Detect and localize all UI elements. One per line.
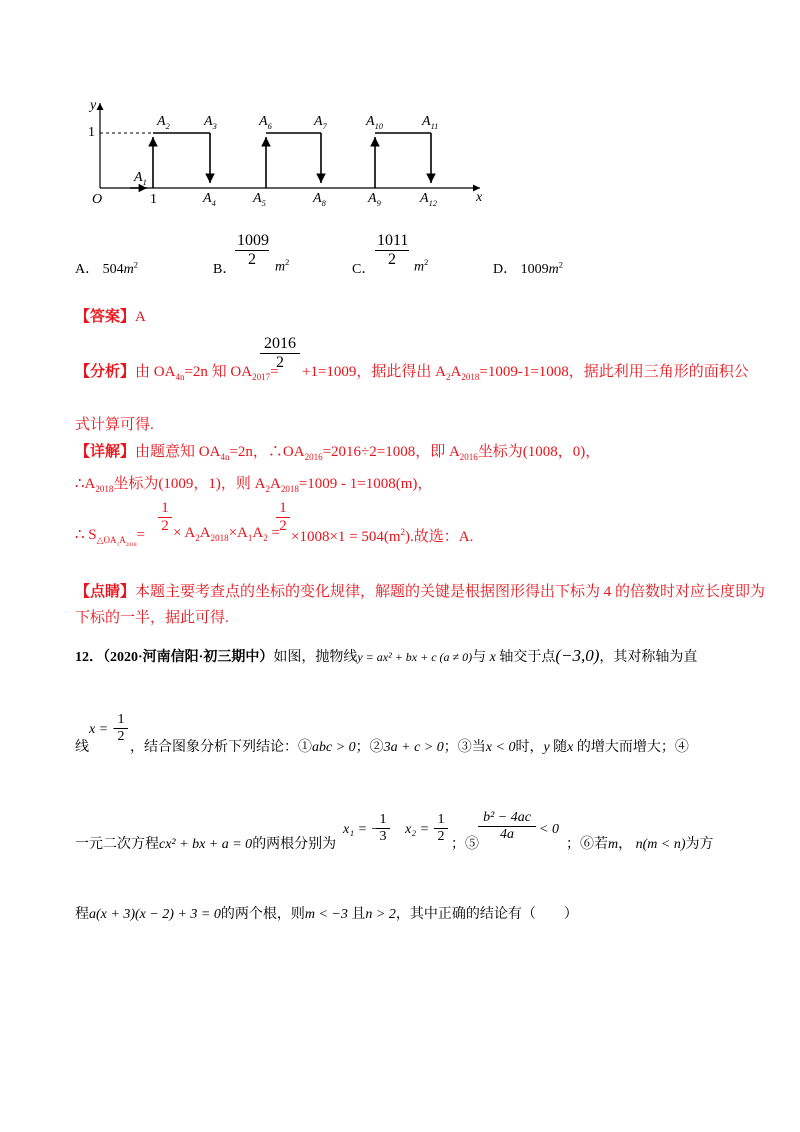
q12-root-x2-fraction: $\frac{1}{2}$ [434, 812, 448, 845]
q12-line-4: 程a(x + 3)(x − 2) + 3 = 0的两个根，则m < −3 且n > 2，其中正确的结论有（ ） [75, 907, 578, 922]
comment-line-1: 【点睛】本题主要考查点的坐标的变化规律，解题的关键是根据图形得出下标为 4 的倍数时对应长度即为 [75, 584, 766, 600]
y-axis-label: y [90, 98, 97, 113]
point-a10: $A_{10}$ [366, 114, 383, 131]
point-a1: $A_1$ [134, 170, 147, 187]
q12-axis-fraction: $\frac{1}{2}$ [114, 712, 128, 745]
q12-line-3a: 一元二次方程cx² + bx + a = 0的两根分别为 [75, 837, 337, 852]
q12-line-2a: 线 [75, 740, 89, 755]
comment-line-2: 下标的一半，据此可得. [75, 610, 229, 626]
point-a2: $A_2$ [157, 114, 170, 131]
option-b-unit: $m^2$ [275, 258, 290, 275]
q12-root-x2: x₂ = [405, 822, 430, 837]
q12-discriminant-fraction: $\frac{\text{b² − 4ac}}{4a}$ [478, 810, 536, 843]
answer-line: 【答案】A [75, 309, 146, 325]
q12-line-1: 12．（2020·河南信阳·初三期中）如图，抛物线y = ax² + bx + c (a ≠ 0)与 x 轴交于点(−3,0)，其对称轴为直 [75, 646, 698, 665]
q12-line-2b: ，结合图象分析下列结论：①abc > 0；②3a + c > 0；③当x < 0时，y 随x 的增大而增大；④ [130, 740, 689, 755]
analysis-line-2: 式计算可得. [75, 417, 154, 433]
point-a11: $A_{11}$ [422, 114, 439, 131]
q12-line-3b: ；⑥若m， n(m < n)为方 [566, 837, 714, 852]
option-c-label: C． [352, 262, 376, 277]
q12-root-x1-fraction: $\frac{1}{3}$ [376, 812, 390, 845]
option-d: D． $1009m^2$ [493, 260, 563, 277]
point-a9: $A_9$ [368, 191, 381, 208]
analysis-fraction: $\frac{2016}{2}$ [260, 335, 300, 372]
option-b-fraction: $\frac{1009}{2}$ [237, 232, 269, 268]
point-a3: $A_3$ [204, 114, 217, 131]
point-a5: $A_5$ [253, 191, 266, 208]
q12-axis-eq: x = − [89, 722, 122, 737]
analysis-line-1: 【分析】由 $OA_{4n}=2n$ 知 $OA_{2017}=$ [75, 364, 279, 382]
analysis-line-1b: +1=1009，据此得出 $A_2A_{2018}=1009-1=1008$，据此利用三角形的面积公 [302, 364, 749, 382]
q12-discriminant-rel: < 0 [539, 822, 559, 837]
q12-sep-5: ；⑤ [451, 837, 479, 852]
x-tick-1: 1 [150, 192, 157, 207]
option-c-unit: $m^2$ [414, 258, 429, 275]
origin-label: O [92, 192, 103, 207]
detail-line-3b: × $A_2A_{2018}\times A_1A_2$ = [173, 525, 280, 543]
y-tick-1: 1 [88, 125, 95, 140]
detail-line-3c: $\times 1008\times 1 = 504(m^2)$.故选：A. [291, 527, 474, 545]
option-a: A． $504m^2$ [75, 260, 138, 277]
point-a7: $A_7$ [314, 114, 327, 131]
point-a12: $A_{12}$ [420, 191, 437, 208]
q12-root-x1: x₁ = − [343, 822, 380, 837]
point-a4: $A_4$ [203, 191, 216, 208]
x-axis-label: x [476, 190, 483, 205]
detail-line-3a: ∴ $S_{\triangle OA_1A_{2018}}=$ [75, 527, 146, 548]
point-a6: $A_6$ [259, 114, 272, 131]
option-b-label: B． [213, 262, 237, 277]
detail-line-2: $\therefore A_{2018}$坐标为(1009，1)，则 $A_2A_{2018}=1009 - 1=1008(m)$， [75, 476, 433, 494]
point-a8: $A_8$ [313, 191, 326, 208]
detail-fraction-2: $\frac{1}{2}$ [276, 500, 290, 535]
detail-line-1: 【详解】由题意知 $OA_{4n}=2n$，$\therefore OA_{2016}=2016\div 2=1008$，即 $A_{2016}$坐标为(1008，0)， [75, 444, 601, 462]
detail-fraction-1: $\frac{1}{2}$ [158, 500, 172, 535]
option-c-fraction: $\frac{1011}{2}$ [377, 232, 409, 268]
